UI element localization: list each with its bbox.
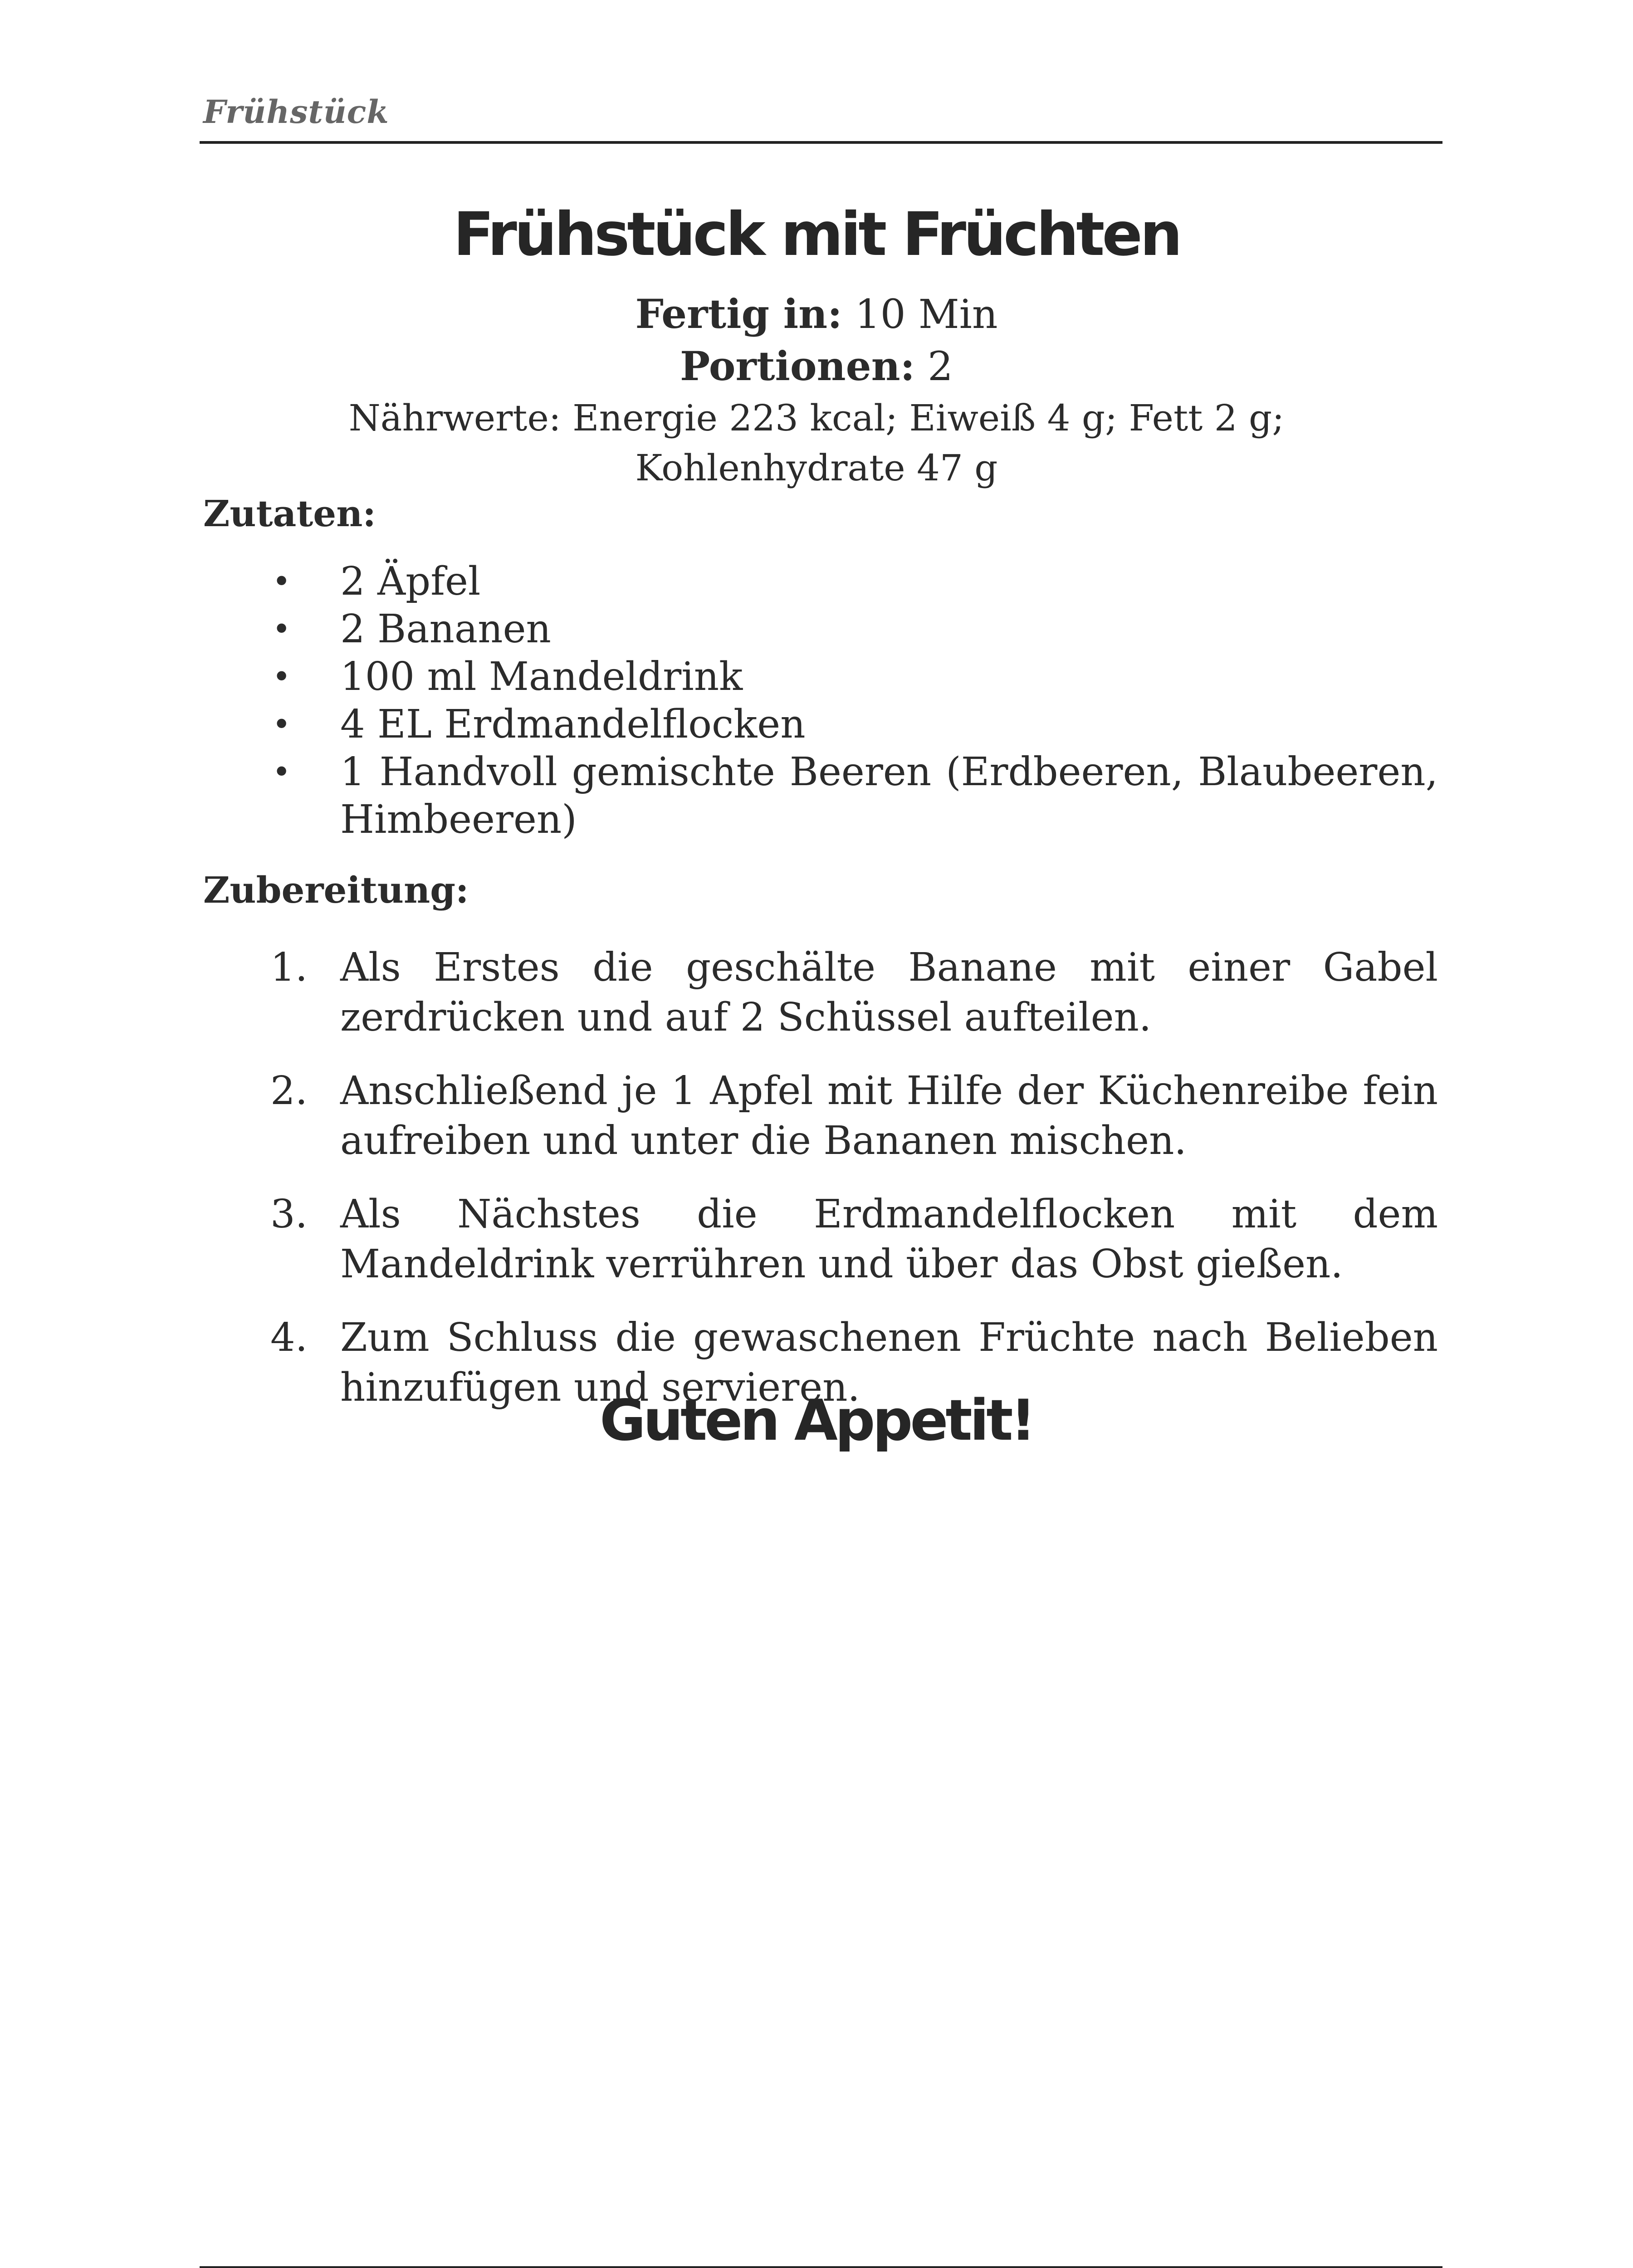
portions-value: 2 — [928, 343, 953, 390]
step-number: 3. — [270, 1192, 308, 1237]
footer-rule — [200, 2266, 1442, 2268]
list-item: • 100 ml Mandeldrink — [0, 653, 1633, 701]
preparation-steps — [0, 943, 1633, 1436]
list-item: • 2 Bananen — [0, 606, 1633, 653]
preparation-heading: Zubereitung: — [203, 869, 469, 911]
list-item: • 4 EL Erdmandelflocken — [0, 701, 1633, 748]
step-number: 2. — [270, 1068, 308, 1114]
prep-time-label: Fertig in: — [635, 290, 842, 337]
portions-label: Portionen: — [680, 342, 915, 390]
bullet-icon: • — [272, 658, 291, 695]
prep-time-value: 10 Min — [855, 291, 998, 337]
step-item: 2. Anschließend je 1 Apfel mit Hilfe der Küchenreibe fein aufreiben und unter die Bananen mischen. — [0, 1066, 1633, 1166]
header-rule — [200, 141, 1442, 144]
list-item: • 1 Handvoll gemischte Beeren (Erdbeeren, Blaubeeren, Himbeeren) — [272, 749, 1438, 842]
closing-phrase: Guten Appetit! — [599, 1388, 1034, 1453]
nutrition-line-1: Nährwerte: Energie 223 kcal; Eiweiß 4 g; Fett 2 g; — [348, 397, 1285, 439]
bullet-icon: • — [272, 563, 291, 600]
recipe-title: Frühstück mit Früchten — [453, 200, 1180, 269]
nutrition-line-2: Kohlenhydrate 47 g — [635, 447, 998, 489]
ingredients-list — [0, 558, 1633, 844]
step-number: 1. — [270, 945, 308, 990]
ingredients-heading: Zutaten: — [203, 492, 376, 535]
step-item: 1. Als Erstes die geschälte Banane mit einer Gabel zerdrücken und auf 2 Schüssel aufteilen. — [0, 943, 1633, 1042]
step-number: 4. — [270, 1315, 308, 1360]
bullet-icon: • — [272, 706, 291, 743]
list-item: • 2 Äpfel — [0, 558, 1633, 606]
prep-time — [0, 290, 1633, 337]
running-header: Frühstück — [203, 93, 389, 131]
bullet-icon: • — [272, 611, 291, 648]
step-item: 4. Zum Schluss die gewaschenen Früchte nach Belieben hinzufügen und servieren. — [0, 1313, 1633, 1413]
step-item: 3. Als Nächstes die Erdmandelflocken mit dem Mandeldrink verrühren und über das Obst gießen. — [0, 1189, 1633, 1289]
portions — [0, 342, 1633, 390]
bullet-icon: • — [272, 753, 291, 791]
